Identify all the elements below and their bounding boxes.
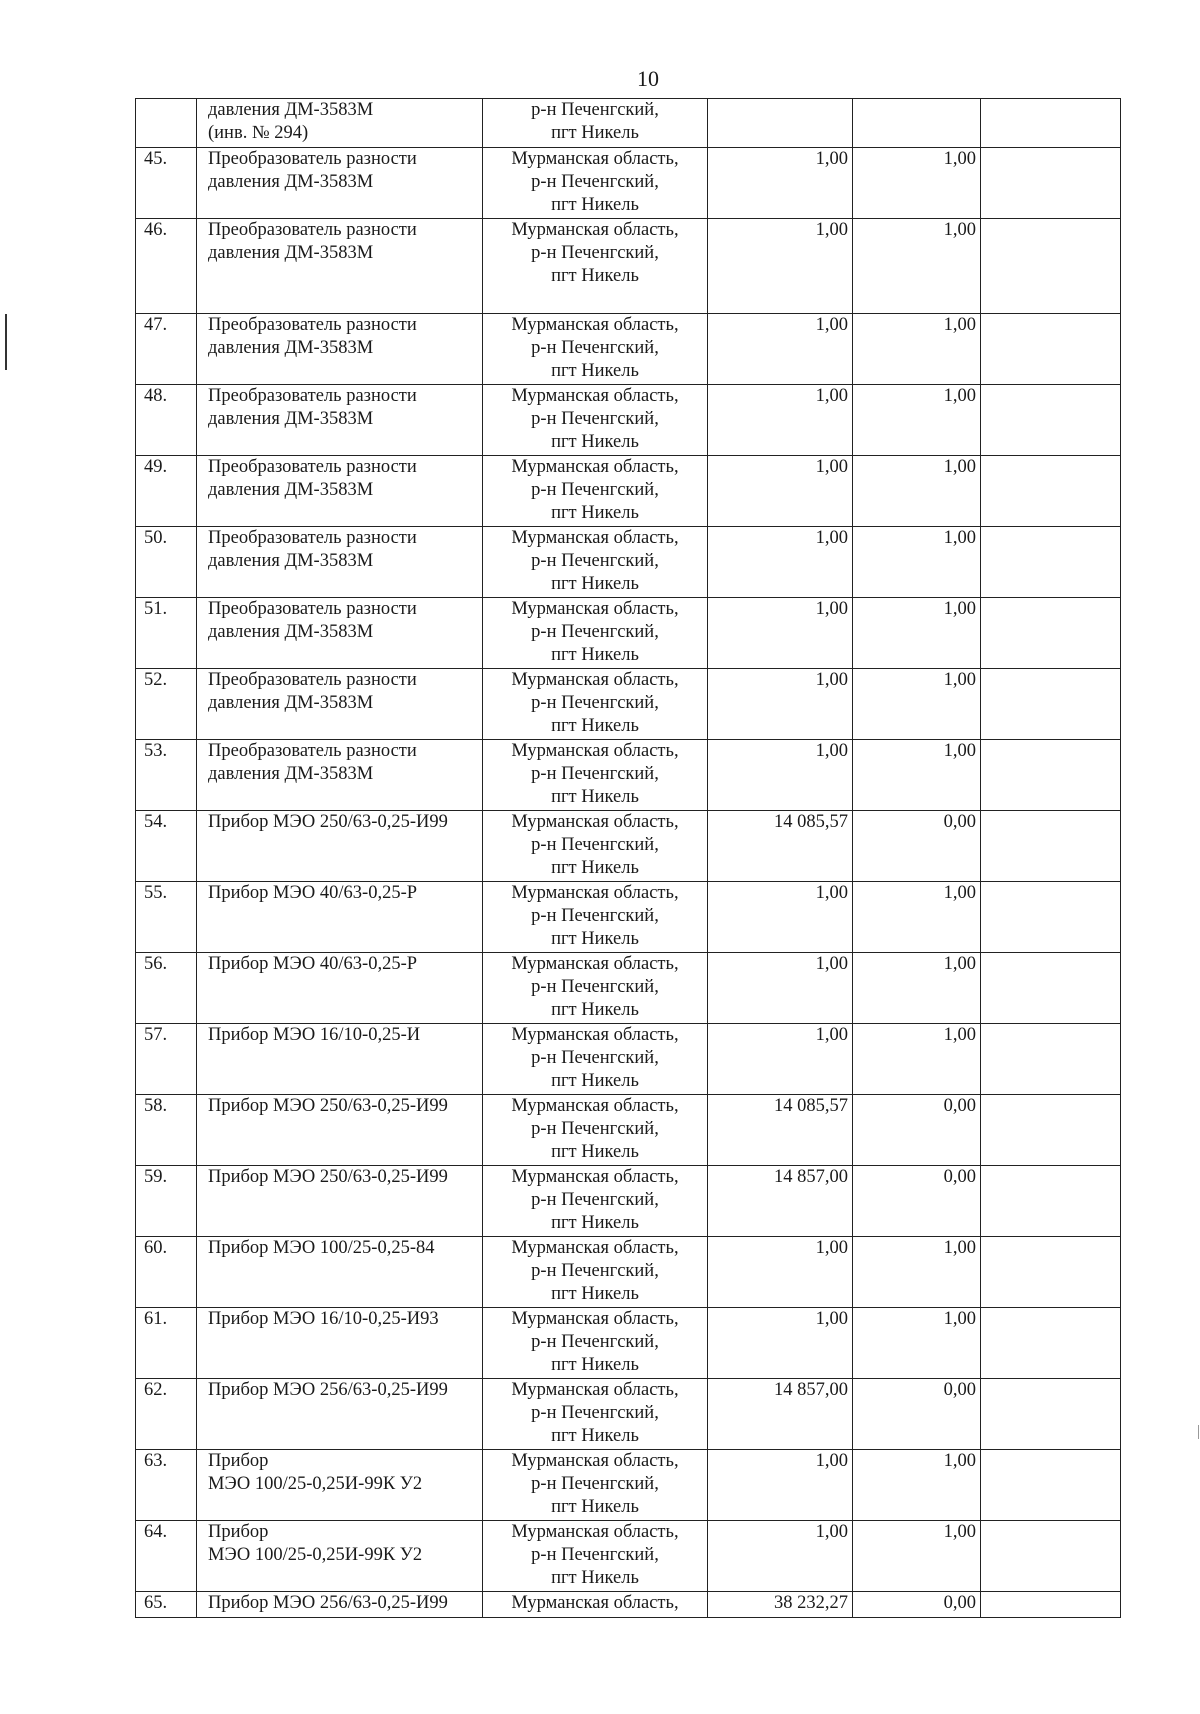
- address-line: пгт Никель: [551, 361, 639, 381]
- address-line: р-н Печенгский,: [531, 1048, 659, 1068]
- item-name-line: (инв. № 294): [208, 123, 309, 143]
- address-line: р-н Печенгский,: [531, 1545, 659, 1565]
- registry-body: [136, 99, 1121, 1618]
- item-name-cell: [197, 456, 483, 527]
- item-name-cell: [197, 669, 483, 740]
- residual-value-cell: 1,00: [853, 1308, 981, 1379]
- address-line: пгт Никель: [551, 1284, 639, 1304]
- item-name-line: давления ДМ-3583М: [208, 551, 374, 571]
- item-name-line: давления ДМ-3583М: [208, 172, 374, 192]
- row-number-cell: 53.: [136, 740, 197, 811]
- item-name-cell: [197, 99, 483, 148]
- book-value-cell: 1,00: [708, 1308, 853, 1379]
- address-line: р-н Печенгский,: [531, 693, 659, 713]
- book-value-cell: 14 857,00: [708, 1166, 853, 1237]
- book-value-cell: [708, 99, 853, 148]
- item-name-cell: [197, 1308, 483, 1379]
- row-number-cell: 64.: [136, 1521, 197, 1592]
- residual-value-cell: 1,00: [853, 456, 981, 527]
- address-cell: [483, 811, 708, 882]
- notes-cell: [981, 1166, 1121, 1237]
- address-line: р-н Печенгский,: [531, 764, 659, 784]
- table-row: [136, 148, 1121, 219]
- table-row: [136, 314, 1121, 385]
- residual-value-cell: [853, 99, 981, 148]
- address-line: пгт Никель: [551, 195, 639, 215]
- address-line: Мурманская область,: [511, 220, 679, 240]
- item-name-cell: [197, 740, 483, 811]
- table-row: [136, 953, 1121, 1024]
- residual-value-cell: 1,00: [853, 219, 981, 314]
- item-name-cell: [197, 1237, 483, 1308]
- notes-cell: [981, 1450, 1121, 1521]
- address-line: пгт Никель: [551, 1568, 639, 1588]
- notes-cell: [981, 1237, 1121, 1308]
- notes-cell: [981, 1521, 1121, 1592]
- notes-cell: [981, 953, 1121, 1024]
- residual-value-cell: 0,00: [853, 1379, 981, 1450]
- table-row: [136, 99, 1121, 148]
- item-name-line: Прибор МЭО 256/63-0,25-И99: [208, 1593, 448, 1613]
- item-name-line: Преобразователь разности: [208, 386, 417, 406]
- item-name-cell: [197, 1379, 483, 1450]
- row-number-cell: 45.: [136, 148, 197, 219]
- book-value-cell: 1,00: [708, 527, 853, 598]
- address-cell: [483, 1095, 708, 1166]
- item-name-line: давления ДМ-3583М: [208, 622, 374, 642]
- book-value-cell: 1,00: [708, 385, 853, 456]
- item-name-line: давления ДМ-3583М: [208, 100, 374, 120]
- item-name-cell: [197, 1166, 483, 1237]
- item-name-cell: [197, 882, 483, 953]
- address-line: пгт Никель: [551, 716, 639, 736]
- notes-cell: [981, 314, 1121, 385]
- residual-value-cell: 1,00: [853, 527, 981, 598]
- address-cell: [483, 99, 708, 148]
- item-name-cell: [197, 314, 483, 385]
- address-line: пгт Никель: [551, 1142, 639, 1162]
- item-name-line: давления ДМ-3583М: [208, 480, 374, 500]
- table-row: [136, 1521, 1121, 1592]
- address-cell: [483, 148, 708, 219]
- address-line: пгт Никель: [551, 266, 639, 286]
- row-number-cell: 46.: [136, 219, 197, 314]
- notes-cell: [981, 1308, 1121, 1379]
- item-name-cell: [197, 385, 483, 456]
- book-value-cell: 1,00: [708, 148, 853, 219]
- address-line: Мурманская область,: [511, 149, 679, 169]
- book-value-cell: 14 085,57: [708, 811, 853, 882]
- address-line: р-н Печенгский,: [531, 622, 659, 642]
- item-name-line: Преобразователь разности: [208, 149, 417, 169]
- book-value-cell: 1,00: [708, 219, 853, 314]
- row-number-cell: 52.: [136, 669, 197, 740]
- table-row: [136, 1095, 1121, 1166]
- notes-cell: [981, 811, 1121, 882]
- address-cell: [483, 953, 708, 1024]
- address-line: Мурманская область,: [511, 812, 679, 832]
- row-number-cell: 51.: [136, 598, 197, 669]
- book-value-cell: 1,00: [708, 740, 853, 811]
- table-row: [136, 1237, 1121, 1308]
- table-row: [136, 811, 1121, 882]
- address-line: пгт Никель: [551, 1071, 639, 1091]
- address-line: р-н Печенгский,: [531, 1119, 659, 1139]
- address-line: пгт Никель: [551, 123, 639, 143]
- item-name-cell: [197, 1024, 483, 1095]
- table-row: [136, 456, 1121, 527]
- item-name-cell: [197, 527, 483, 598]
- residual-value-cell: 1,00: [853, 598, 981, 669]
- item-name-line: Прибор МЭО 100/25-0,25-84: [208, 1238, 435, 1258]
- residual-value-cell: 1,00: [853, 669, 981, 740]
- notes-cell: [981, 1095, 1121, 1166]
- residual-value-cell: 0,00: [853, 811, 981, 882]
- item-name-line: давления ДМ-3583М: [208, 243, 374, 263]
- address-line: Мурманская область,: [511, 315, 679, 335]
- row-number-cell: 50.: [136, 527, 197, 598]
- table-row: [136, 1592, 1121, 1618]
- address-line: пгт Никель: [551, 1000, 639, 1020]
- address-line: р-н Печенгский,: [531, 338, 659, 358]
- notes-cell: [981, 99, 1121, 148]
- table-row: [136, 1166, 1121, 1237]
- residual-value-cell: 1,00: [853, 882, 981, 953]
- address-line: р-н Печенгский,: [531, 906, 659, 926]
- address-cell: [483, 314, 708, 385]
- address-line: Мурманская область,: [511, 1096, 679, 1116]
- item-name-line: Прибор МЭО 250/63-0,25-И99: [208, 1167, 448, 1187]
- notes-cell: [981, 740, 1121, 811]
- scan-margin-tick: [1198, 1425, 1199, 1439]
- address-line: Мурманская область,: [511, 741, 679, 761]
- address-line: Мурманская область,: [511, 883, 679, 903]
- address-line: р-н Печенгский,: [531, 172, 659, 192]
- notes-cell: [981, 219, 1121, 314]
- item-name-cell: [197, 953, 483, 1024]
- address-line: р-н Печенгский,: [531, 100, 659, 120]
- item-name-line: Прибор МЭО 16/10-0,25-И93: [208, 1309, 439, 1329]
- table-row: [136, 527, 1121, 598]
- table-row: [136, 1024, 1121, 1095]
- row-number-cell: 57.: [136, 1024, 197, 1095]
- address-cell: [483, 882, 708, 953]
- item-name-line: Преобразователь разности: [208, 599, 417, 619]
- item-name-line: Преобразователь разности: [208, 741, 417, 761]
- residual-value-cell: 1,00: [853, 1521, 981, 1592]
- address-line: Мурманская область,: [511, 457, 679, 477]
- address-cell: [483, 1308, 708, 1379]
- row-number-cell: 49.: [136, 456, 197, 527]
- address-cell: [483, 1166, 708, 1237]
- book-value-cell: 1,00: [708, 598, 853, 669]
- notes-cell: [981, 456, 1121, 527]
- address-line: Мурманская область,: [511, 1309, 679, 1329]
- address-cell: [483, 1450, 708, 1521]
- notes-cell: [981, 669, 1121, 740]
- scan-margin-mark: [5, 314, 7, 370]
- item-name-line: Преобразователь разности: [208, 528, 417, 548]
- item-name-line: Прибор МЭО 40/63-0,25-Р: [208, 954, 418, 974]
- address-cell: [483, 1521, 708, 1592]
- notes-cell: [981, 148, 1121, 219]
- address-line: р-н Печенгский,: [531, 835, 659, 855]
- address-cell: [483, 598, 708, 669]
- row-number-cell: 47.: [136, 314, 197, 385]
- residual-value-cell: 0,00: [853, 1592, 981, 1618]
- notes-cell: [981, 1379, 1121, 1450]
- table-row: [136, 740, 1121, 811]
- table-row: [136, 598, 1121, 669]
- residual-value-cell: 1,00: [853, 740, 981, 811]
- item-name-line: Прибор МЭО 16/10-0,25-И: [208, 1025, 421, 1045]
- table-row: [136, 219, 1121, 314]
- item-name-line: давления ДМ-3583М: [208, 338, 374, 358]
- address-line: Мурманская область,: [511, 528, 679, 548]
- row-number-cell: 60.: [136, 1237, 197, 1308]
- address-cell: [483, 385, 708, 456]
- item-name-line: Преобразователь разности: [208, 315, 417, 335]
- residual-value-cell: 1,00: [853, 1450, 981, 1521]
- residual-value-cell: 1,00: [853, 385, 981, 456]
- residual-value-cell: 1,00: [853, 148, 981, 219]
- book-value-cell: 14 085,57: [708, 1095, 853, 1166]
- item-name-cell: [197, 148, 483, 219]
- address-line: р-н Печенгский,: [531, 1332, 659, 1352]
- item-name-line: Прибор: [208, 1522, 269, 1542]
- table-row: [136, 1308, 1121, 1379]
- item-name-line: Преобразователь разности: [208, 220, 417, 240]
- property-registry-table: [135, 98, 1121, 1618]
- notes-cell: [981, 882, 1121, 953]
- address-line: Мурманская область,: [511, 599, 679, 619]
- address-line: пгт Никель: [551, 1355, 639, 1375]
- table-row: [136, 385, 1121, 456]
- address-cell: [483, 456, 708, 527]
- row-number-cell: 58.: [136, 1095, 197, 1166]
- address-line: Мурманская область,: [511, 1167, 679, 1187]
- row-number-cell: 48.: [136, 385, 197, 456]
- item-name-cell: [197, 1450, 483, 1521]
- item-name-line: МЭО 100/25-0,25И-99К У2: [208, 1545, 423, 1565]
- address-cell: [483, 1024, 708, 1095]
- item-name-line: давления ДМ-3583М: [208, 693, 374, 713]
- table-row: [136, 882, 1121, 953]
- address-line: пгт Никель: [551, 503, 639, 523]
- notes-cell: [981, 1024, 1121, 1095]
- address-line: р-н Печенгский,: [531, 977, 659, 997]
- address-line: пгт Никель: [551, 574, 639, 594]
- book-value-cell: 1,00: [708, 669, 853, 740]
- book-value-cell: 1,00: [708, 1024, 853, 1095]
- address-line: Мурманская область,: [511, 1522, 679, 1542]
- row-number-cell: 65.: [136, 1592, 197, 1618]
- residual-value-cell: 1,00: [853, 1237, 981, 1308]
- address-line: Мурманская область,: [511, 670, 679, 690]
- address-line: пгт Никель: [551, 432, 639, 452]
- item-name-line: МЭО 100/25-0,25И-99К У2: [208, 1474, 423, 1494]
- book-value-cell: 1,00: [708, 953, 853, 1024]
- book-value-cell: 38 232,27: [708, 1592, 853, 1618]
- address-line: Мурманская область,: [511, 1238, 679, 1258]
- row-number-cell: 59.: [136, 1166, 197, 1237]
- address-line: р-н Печенгский,: [531, 1261, 659, 1281]
- address-cell: [483, 1379, 708, 1450]
- notes-cell: [981, 385, 1121, 456]
- row-number-cell: 62.: [136, 1379, 197, 1450]
- address-line: пгт Никель: [551, 645, 639, 665]
- item-name-line: Прибор: [208, 1451, 269, 1471]
- item-name-cell: [197, 811, 483, 882]
- item-name-cell: [197, 1521, 483, 1592]
- address-cell: [483, 219, 708, 314]
- book-value-cell: 1,00: [708, 882, 853, 953]
- page-number: 10: [637, 66, 659, 91]
- residual-value-cell: 0,00: [853, 1095, 981, 1166]
- book-value-cell: 1,00: [708, 1521, 853, 1592]
- address-line: пгт Никель: [551, 787, 639, 807]
- book-value-cell: 1,00: [708, 456, 853, 527]
- address-cell: [483, 1237, 708, 1308]
- book-value-cell: 1,00: [708, 314, 853, 385]
- address-line: р-н Печенгский,: [531, 551, 659, 571]
- address-line: Мурманская область,: [511, 1593, 679, 1613]
- address-line: пгт Никель: [551, 929, 639, 949]
- address-cell: [483, 527, 708, 598]
- address-line: р-н Печенгский,: [531, 1474, 659, 1494]
- row-number-cell: 56.: [136, 953, 197, 1024]
- address-line: Мурманская область,: [511, 386, 679, 406]
- address-cell: [483, 669, 708, 740]
- residual-value-cell: 0,00: [853, 1166, 981, 1237]
- address-line: р-н Печенгский,: [531, 480, 659, 500]
- address-cell: [483, 740, 708, 811]
- address-line: р-н Печенгский,: [531, 1190, 659, 1210]
- address-line: р-н Печенгский,: [531, 409, 659, 429]
- item-name-line: Преобразователь разности: [208, 457, 417, 477]
- residual-value-cell: 1,00: [853, 314, 981, 385]
- item-name-line: Преобразователь разности: [208, 670, 417, 690]
- table-row: [136, 1450, 1121, 1521]
- address-line: пгт Никель: [551, 858, 639, 878]
- address-line: пгт Никель: [551, 1213, 639, 1233]
- item-name-line: Прибор МЭО 256/63-0,25-И99: [208, 1380, 448, 1400]
- address-line: Мурманская область,: [511, 954, 679, 974]
- notes-cell: [981, 598, 1121, 669]
- item-name-line: давления ДМ-3583М: [208, 409, 374, 429]
- book-value-cell: 1,00: [708, 1237, 853, 1308]
- item-name-cell: [197, 219, 483, 314]
- residual-value-cell: 1,00: [853, 953, 981, 1024]
- item-name-cell: [197, 1095, 483, 1166]
- row-number-cell: [136, 99, 197, 148]
- address-line: р-н Печенгский,: [531, 1403, 659, 1423]
- address-line: пгт Никель: [551, 1497, 639, 1517]
- row-number-cell: 63.: [136, 1450, 197, 1521]
- address-line: Мурманская область,: [511, 1025, 679, 1045]
- address-cell: [483, 1592, 708, 1618]
- row-number-cell: 61.: [136, 1308, 197, 1379]
- table-row: [136, 669, 1121, 740]
- book-value-cell: 14 857,00: [708, 1379, 853, 1450]
- table-row: [136, 1379, 1121, 1450]
- item-name-line: давления ДМ-3583М: [208, 764, 374, 784]
- row-number-cell: 55.: [136, 882, 197, 953]
- notes-cell: [981, 1592, 1121, 1618]
- item-name-cell: [197, 1592, 483, 1618]
- address-line: Мурманская область,: [511, 1451, 679, 1471]
- row-number-cell: 54.: [136, 811, 197, 882]
- notes-cell: [981, 527, 1121, 598]
- item-name-line: Прибор МЭО 40/63-0,25-Р: [208, 883, 418, 903]
- book-value-cell: 1,00: [708, 1450, 853, 1521]
- address-line: пгт Никель: [551, 1426, 639, 1446]
- address-line: р-н Печенгский,: [531, 243, 659, 263]
- item-name-line: Прибор МЭО 250/63-0,25-И99: [208, 812, 448, 832]
- residual-value-cell: 1,00: [853, 1024, 981, 1095]
- item-name-line: Прибор МЭО 250/63-0,25-И99: [208, 1096, 448, 1116]
- address-line: Мурманская область,: [511, 1380, 679, 1400]
- item-name-cell: [197, 598, 483, 669]
